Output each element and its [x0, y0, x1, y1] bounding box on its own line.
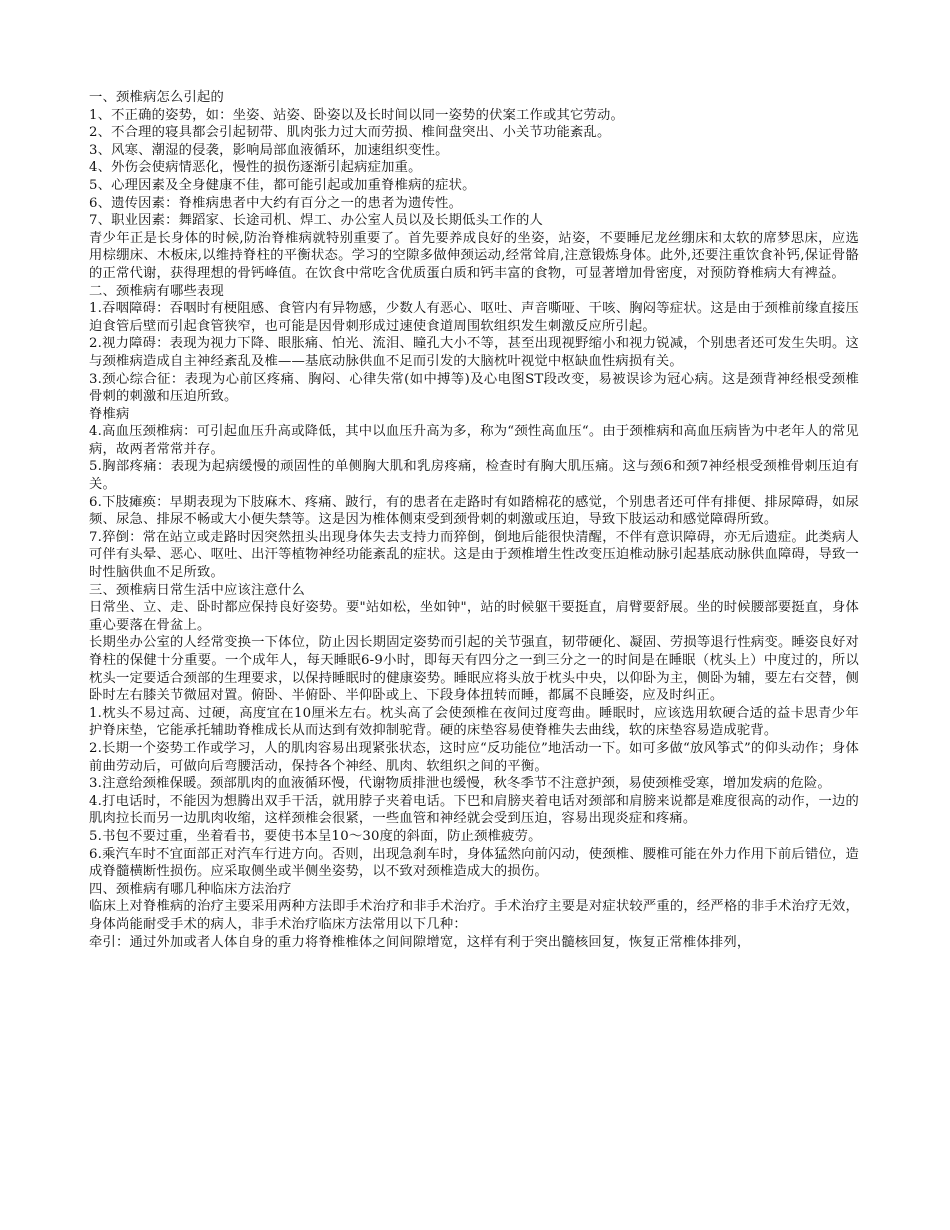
cause-item-3: 3、风寒、潮湿的侵袭，影响局部血液循环，加速组织变性。	[89, 142, 449, 158]
symptom-item-7: 7.猝倒：常在站立或走路时因突然扭头出现身体失去支持力而猝倒，倒地后能很快清醒，不伴有意识障碍，亦无后遗症。此类病人可伴有头晕、恶心、呕吐、出汗等植物神经功能紊乱的症状。这是由于颈椎增生性改变压迫椎动脉引起基底动脉供血障碍，导致一时性脑供血不足所致。	[89, 529, 859, 581]
cause-item-2: 2、不合理的寝具都会引起韧带、肌肉张力过大而劳损、椎间盘突出、小关节功能紊乱。	[89, 125, 611, 141]
cause-item-6: 6、遗传因素：脊椎病患者中大约有百分之一的患者为遗传性。	[89, 195, 463, 211]
section-heading-symptoms: 二、颈椎病有哪些表现	[89, 283, 224, 299]
care-item-3: 3.注意给颈椎保暖。颈部肌肉的血液循环慢，代谢物质排泄也缓慢，秋冬季节不注意护颈，易使颈椎受寒，增加发病的危险。	[89, 776, 831, 792]
treatment-traction-paragraph: 牵引：通过外加或者人体自身的重力将脊椎椎体之间间隙增宽，这样有利于突出髓核回复，恢复正常椎体排列，	[89, 934, 751, 950]
youth-prevention-paragraph: 青少年正是长身体的时候,防治脊椎病就特别重要了。首先要养成良好的坐姿，站姿，不要睡尼龙丝绷床和太软的席梦思床，应选用棕绷床、木板床,以维持脊柱的平衡状态。学习的空隙多做伸颈运动,经常耸肩,注意锻炼身体。此外,还要注重饮食补钙,保证骨骼的正常代谢，获得理想的骨钙峰值。在饮食中常吃含优质蛋白质和钙丰富的食物，可显著增加骨密度，对预防脊椎病大有裨益。	[89, 230, 859, 281]
office-sleep-paragraph: 长期坐办公室的人经常变换一下体位，防止因长期固定姿势而引起的关节强直，韧带硬化、凝固、劳损等退行性病变。睡姿良好对脊柱的保健十分重要。一个成年人，每天睡眠6-9小时，即每天有四分之一到三分之一的时间是在睡眠（枕头上）中度过的，所以枕头一定要适合颈部的生理要求，以保持睡眠时的健康姿势。睡眠应将头放于枕头中央，以仰卧为主，侧卧为辅，要左右交替，侧卧时左右膝关节微屈对置。俯卧、半俯卧、半仰卧或上、下段身体扭转而睡，都属不良睡姿，应及时纠正。	[89, 635, 859, 704]
symptom-item-2: 2.视力障碍：表现为视力下降、眼胀痛、怕光、流泪、瞳孔大小不等，甚至出现视野缩小和视力锐减，个别患者还可发生失明。这与颈椎病造成自主神经紊乱及椎——基底动脉供血不足而引发的大脑枕叶视觉中枢缺血性病损有关。	[89, 336, 859, 369]
cause-item-4: 4、外伤会使病情恶化，慢性的损伤逐渐引起病症加重。	[89, 160, 422, 176]
symptom-item-5: 5.胸部疼痛：表现为起病缓慢的顽固性的单侧胸大肌和乳房疼痛，检查时有胸大肌压痛。这与颈6和颈7神经根受颈椎骨刺压迫有关。	[89, 459, 859, 493]
section-heading-daily-care: 三、颈椎病日常生活中应该注意什么	[89, 582, 305, 598]
subheading-spine-disease: 脊椎病	[89, 406, 130, 422]
care-item-6: 6.乘汽车时不宜面部正对汽车行进方向。否则，出现急刹车时，身体猛然向前闪动，使颈椎、腰椎可能在外力作用下前后错位，造成脊髓横断性损伤。应采取侧坐或半侧坐姿势，以不致对颈椎造成大的损伤。	[89, 846, 859, 880]
symptom-item-1: 1.吞咽障碍：吞咽时有梗阻感、食管内有异物感，少数人有恶心、呕吐、声音嘶哑、干咳、胸闷等症状。这是由于颈椎前缘直接压迫食管后壁而引起食管狭窄，也可能是因骨刺形成过速使食道周围软组织发生刺激反应所引起。	[89, 301, 859, 334]
care-item-5: 5.书包不要过重，坐着看书，要使书本呈10～30度的斜面，防止颈椎疲劳。	[89, 828, 542, 844]
care-item-2: 2.长期一个姿势工作或学习，人的肌肉容易出现紧张状态，这时应“反功能位”地活动一下。如可多做“放风筝式”的仰头动作；身体前曲劳动后，可做向后弯腰活动，保持各个神经、肌肉、软组织之间的平衡。	[89, 740, 859, 774]
cause-item-7: 7、职业因素：舞蹈家、长途司机、焊工、办公室人员以及长期低头工作的人	[89, 213, 544, 229]
symptom-item-4: 4.高血压颈椎病：可引起血压升高或降低，其中以血压升高为多，称为“颈性高血压“。由于颈椎病和高血压病皆为中老年人的常见病，故两者常常并存。	[89, 424, 859, 457]
treatment-intro-paragraph: 临床上对脊椎病的治疗主要采用两种方法即手术治疗和非手术治疗。手术治疗主要是对症状较严重的，经严格的非手术治疗无效，身体尚能耐受手术的病人，非手术治疗临床方法常用以下几种：	[89, 899, 859, 932]
posture-paragraph: 日常坐、立、走、卧时都应保持良好姿势。要"站如松，坐如钟"，站的时候躯干要挺直，肩臂要舒展。坐的时候腰部要挺直，身体重心要落在骨盆上。	[89, 600, 859, 633]
symptom-item-3: 3.颈心综合征：表现为心前区疼痛、胸闷、心律失常(如中搏等)及心电图ST段改变，易被误诊为冠心病。这是颈背神经根受颈椎骨刺的刺激和压迫所致。	[89, 371, 859, 405]
care-item-4: 4.打电话时，不能因为想腾出双手干活，就用脖子夹着电话。下巴和肩膀夹着电话对颈部和肩膀来说都是难度很高的动作，一边的肌肉拉长而另一边肌肉收缩，这样颈椎会很紧，一些血管和神经就会受到压迫，容易出现炎症和疼痛。	[89, 793, 859, 827]
care-item-1: 1.枕头不易过高、过硬，高度宜在10厘米左右。枕头高了会使颈椎在夜间过度弯曲。睡眠时，应该选用软硬合适的益卡思青少年护脊床垫，它能承托辅助脊椎成长从而达到有效抑制驼背。硬的床垫容易使脊椎失去曲线，软的床垫容易造成驼背。	[89, 705, 859, 739]
section-heading-treatment: 四、颈椎病有哪几种临床方法治疗	[89, 881, 292, 897]
symptom-item-6: 6.下肢瘫痪：早期表现为下肢麻木、疼痛、跛行，有的患者在走路时有如踏棉花的感觉，个别患者还可伴有排便、排尿障碍，如尿频、尿急、排尿不畅或大小便失禁等。这是因为椎体侧束受到颈骨刺的刺激或压迫，导致下肢运动和感觉障碍所致。	[89, 494, 859, 528]
cause-item-5: 5、心理因素及全身健康不佳，都可能引起或加重脊椎病的症状。	[89, 177, 476, 193]
cause-item-1: 1、不正确的姿势，如：坐姿、站姿、卧姿以及长时间以同一姿势的伏案工作或其它劳动。	[89, 107, 625, 123]
document-body	[89, 89, 859, 951]
section-heading-causes: 一、颈椎病怎么引起的	[89, 90, 224, 105]
